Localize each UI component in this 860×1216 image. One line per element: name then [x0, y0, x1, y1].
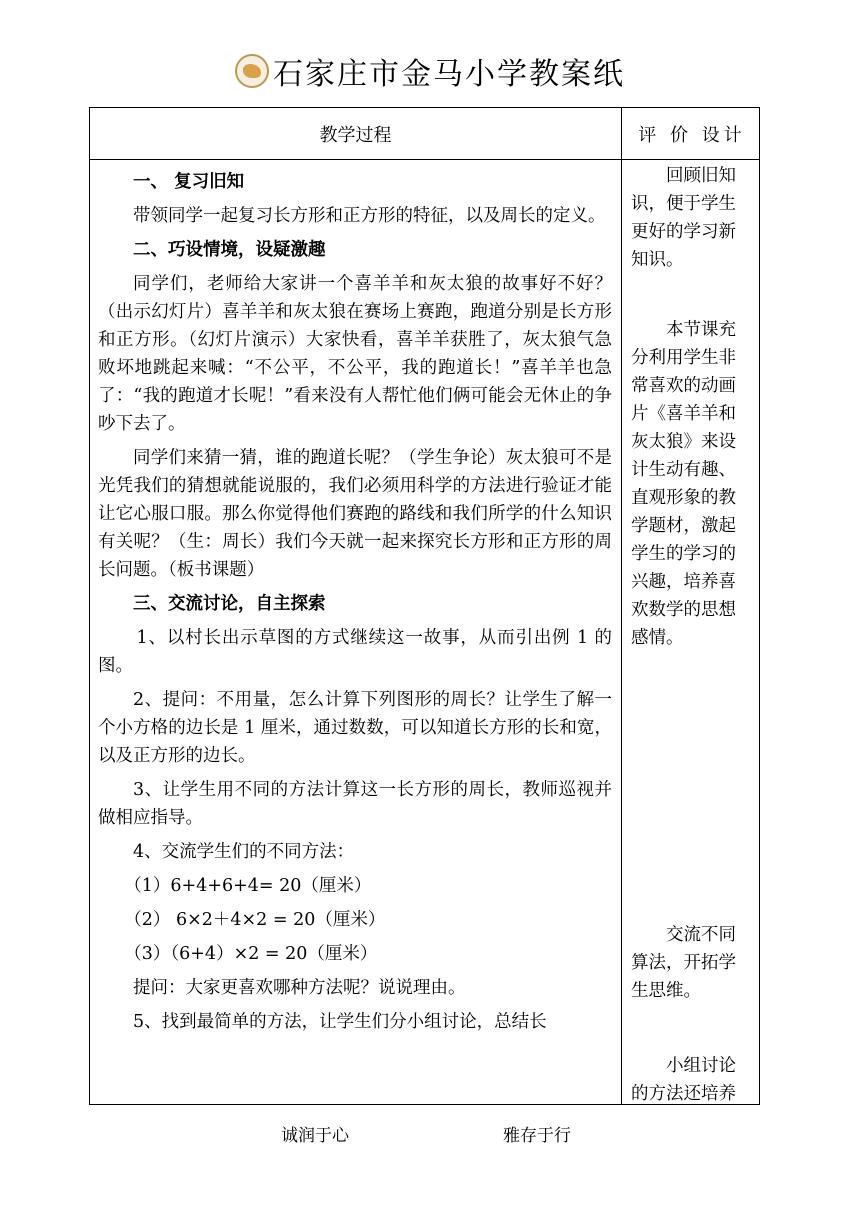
- column-header-process: 教学过程: [319, 124, 392, 146]
- evaluation-text: 本节课充分利用学生非常喜欢的动画片《喜羊羊和灰太狼》来设计生动有趣、直观形象的教学题材，激起学生的学习的兴趣，培养喜欢数学的思想感情。: [631, 320, 736, 648]
- evaluation-note: [631, 316, 753, 652]
- page-header: [0, 48, 860, 94]
- section-heading-review: 一、 复习旧知: [133, 172, 245, 192]
- evaluation-text: 回顾旧知识，便于学生更好的学习新知识。: [631, 166, 736, 270]
- section-heading-discussion: 三、交流讨论，自主探索: [133, 594, 326, 614]
- formula: （2） 6×2＋4×2 = 20（厘米）: [124, 910, 386, 930]
- footer-motto-left: 诚润于心: [281, 1126, 349, 1146]
- header-divider: [90, 159, 759, 160]
- column-header-evaluation: 评 价 设计: [638, 124, 746, 146]
- evaluation-note: [631, 921, 753, 1005]
- formula: （3）（6+4）×2 = 20（厘米）: [124, 944, 378, 964]
- paragraph: 同学们来猜一猜，谁的跑道长呢？（学生争论）灰太狼可不是光凭我们的猜想就能说服的，我们必须用科学的方法进行验证才能让它心服口服。那么你觉得他们赛跑的路线和我们所学的什么知识有关呢？（生：周长）我们今天就一起来探究长方形和正方形的周长问题。（板书课题）: [98, 448, 612, 580]
- evaluation-text: 交流不同算法，开拓学生思维。: [631, 925, 736, 1001]
- formula: （1）6+4+6+4= 20（厘米）: [124, 876, 372, 896]
- paragraph: 1、以村长出示草图的方式继续这一故事，从而引出例 1 的图。: [98, 628, 612, 676]
- evaluation-text: 小组讨论的方法还培养: [631, 1056, 736, 1104]
- process-column: [98, 168, 612, 1036]
- evaluation-note: [631, 162, 753, 274]
- lesson-plan-table: [89, 107, 760, 1105]
- footer-motto-right: 雅存于行: [503, 1126, 571, 1146]
- paragraph: 5、找到最简单的方法，让学生们分小组讨论，总结长: [133, 1012, 547, 1032]
- section-heading-scenario: 二、巧设情境，设疑激趣: [133, 240, 326, 260]
- paragraph: 3、让学生用不同的方法计算这一长方形的周长，教师巡视并做相应指导。: [98, 780, 612, 828]
- paragraph: 带领同学一起复习长方形和正方形的特征，以及周长的定义。: [133, 206, 606, 226]
- school-logo-icon: [235, 54, 269, 88]
- column-divider: [621, 108, 622, 1104]
- evaluation-note: [631, 1052, 753, 1108]
- paragraph: 4、交流学生们的不同方法：: [133, 842, 355, 862]
- paragraph: 同学们，老师给大家讲一个喜羊羊和灰太狼的故事好不好？（出示幻灯片）喜羊羊和灰太狼在赛场上赛跑，跑道分别是长方形和正方形。（幻灯片演示）大家快看，喜羊羊获胜了，灰太狼气急败坏地跳起来喊：“不公平，不公平，我的跑道长！”喜羊羊也急了：“我的跑道才长呢！”看来没有人帮忙他们俩可能会无休止的争吵下去了。: [98, 274, 612, 434]
- page-title: 石家庄市金马小学教案纸: [273, 57, 625, 92]
- paragraph: 2、提问：不用量，怎么计算下列图形的周长？让学生了解一个小方格的边长是 1 厘米，通过数数，可以知道长方形的长和宽，以及正方形的边长。: [98, 690, 612, 766]
- paragraph: 提问：大家更喜欢哪种方法呢？说说理由。: [133, 978, 466, 998]
